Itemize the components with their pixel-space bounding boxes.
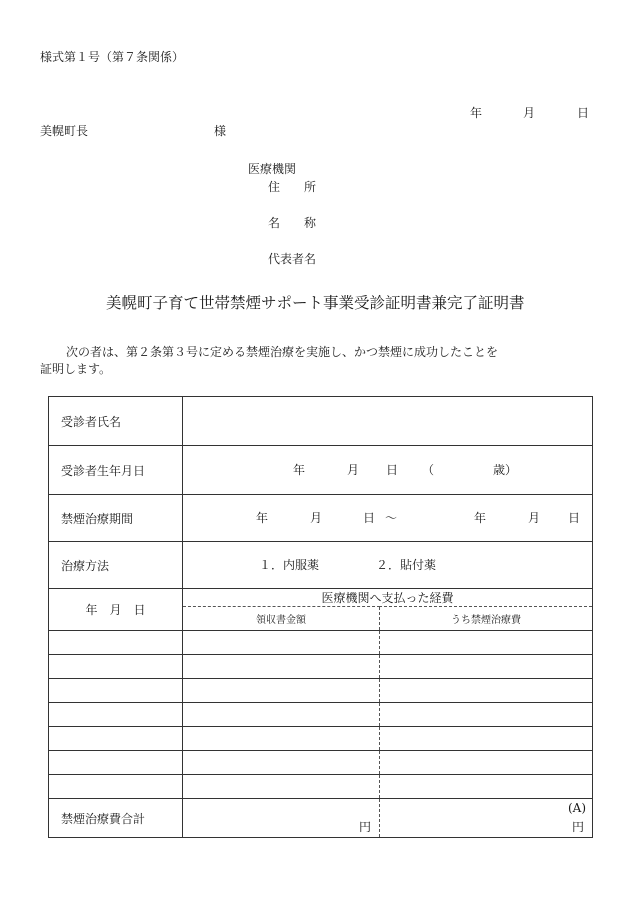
method-option-oral[interactable]: １．内服薬: [259, 558, 320, 572]
birth-date-field[interactable]: [183, 446, 593, 495]
expense-date-cell[interactable]: [49, 727, 183, 751]
birth-date-label: 受診者生年月日: [49, 446, 183, 495]
total-mark-a: (A): [567, 801, 586, 815]
total-receipt-yen: 円: [358, 820, 371, 834]
statement-line-1: 次の者は、第２条第３号に定める禁煙治療を実施し、かつ禁煙に成功したことを: [66, 345, 499, 359]
expense-row: [49, 655, 593, 679]
expense-date-cell[interactable]: [49, 751, 183, 775]
receipt-amount-cell[interactable]: [183, 655, 380, 679]
receipt-amount-cell[interactable]: [183, 631, 380, 655]
expense-row: [49, 775, 593, 799]
patient-name-label: 受診者氏名: [49, 397, 183, 446]
total-treatment-yen: 円: [571, 820, 584, 834]
expense-date-cell[interactable]: [49, 655, 183, 679]
date-year-label: 年: [470, 106, 483, 120]
treatment-cost-cell[interactable]: [380, 631, 593, 655]
issuer-heading: 医療機関: [248, 162, 297, 176]
treatment-cost-cell[interactable]: [380, 727, 593, 751]
expense-row: [49, 727, 593, 751]
birth-day-unit: 日: [386, 463, 399, 477]
method-label: 治療方法: [49, 542, 183, 589]
receipt-amount-cell[interactable]: [183, 775, 380, 799]
expense-date-cell[interactable]: [49, 679, 183, 703]
treatment-method-row: [49, 542, 593, 589]
treatment-cost-cell[interactable]: [380, 679, 593, 703]
statement-line-2: 証明します。: [40, 362, 112, 376]
date-month-label: 月: [523, 106, 536, 120]
treatment-cost-cell[interactable]: [380, 751, 593, 775]
addressee-name: 美幌町長: [40, 124, 89, 138]
treatment-cost-cell[interactable]: [380, 703, 593, 727]
expense-row: [49, 631, 593, 655]
addressee-honorific: 様: [214, 124, 227, 138]
document-title: 美幌町子育て世帯禁煙サポート事業受診証明書兼完了証明書: [106, 294, 525, 312]
treatment-cost-cell[interactable]: [380, 775, 593, 799]
age-open-paren: （: [422, 463, 435, 477]
total-label: 禁煙治療費合計: [49, 799, 183, 838]
date-column-header: 年 月 日: [49, 589, 183, 631]
period-end-month-unit: 月: [528, 511, 541, 525]
age-unit: 歳）: [493, 463, 518, 477]
treatment-period-row: [49, 495, 593, 542]
date-day-label: 日: [577, 106, 590, 120]
expense-row: [49, 703, 593, 727]
period-start-year-unit: 年: [256, 511, 269, 525]
expense-date-cell[interactable]: [49, 703, 183, 727]
receipt-amount-cell[interactable]: [183, 727, 380, 751]
birth-date-row: [49, 446, 593, 495]
treatment-cost-header: うち禁煙治療費: [380, 607, 593, 631]
method-option-patch[interactable]: ２．貼付薬: [376, 558, 437, 572]
issuer-name-label: 名 称: [268, 216, 317, 230]
receipt-amount-cell[interactable]: [183, 703, 380, 727]
total-treatment-cell[interactable]: [380, 799, 593, 838]
birth-month-unit: 月: [347, 463, 360, 477]
period-field[interactable]: [183, 495, 593, 542]
patient-name-row: [49, 397, 593, 446]
total-receipt-cell[interactable]: [183, 799, 380, 838]
treatment-cost-cell[interactable]: [380, 655, 593, 679]
receipt-amount-header: 領収書金額: [183, 607, 380, 631]
period-label: 禁煙治療期間: [49, 495, 183, 542]
expense-row: [49, 679, 593, 703]
method-field: [183, 542, 593, 589]
period-end-day-unit: 日: [568, 511, 581, 525]
total-row: [49, 799, 593, 838]
expense-row: [49, 751, 593, 775]
expense-header-row: [49, 589, 593, 607]
expense-date-cell[interactable]: [49, 631, 183, 655]
period-start-day-unit: 日: [363, 511, 376, 525]
receipt-amount-cell[interactable]: [183, 751, 380, 775]
certificate-table: [48, 396, 593, 838]
expense-header: 医療機関へ支払った経費: [183, 589, 593, 607]
issuer-representative-label: 代表者名: [268, 252, 317, 266]
period-start-month-unit: 月: [310, 511, 323, 525]
form-number: 様式第１号（第７条関係）: [40, 50, 185, 64]
issuer-address-label: 住 所: [268, 180, 317, 194]
period-end-year-unit: 年: [474, 511, 487, 525]
birth-year-unit: 年: [293, 463, 306, 477]
patient-name-field[interactable]: [183, 397, 593, 446]
period-tilde: 〜: [385, 511, 398, 525]
receipt-amount-cell[interactable]: [183, 679, 380, 703]
expense-date-cell[interactable]: [49, 775, 183, 799]
